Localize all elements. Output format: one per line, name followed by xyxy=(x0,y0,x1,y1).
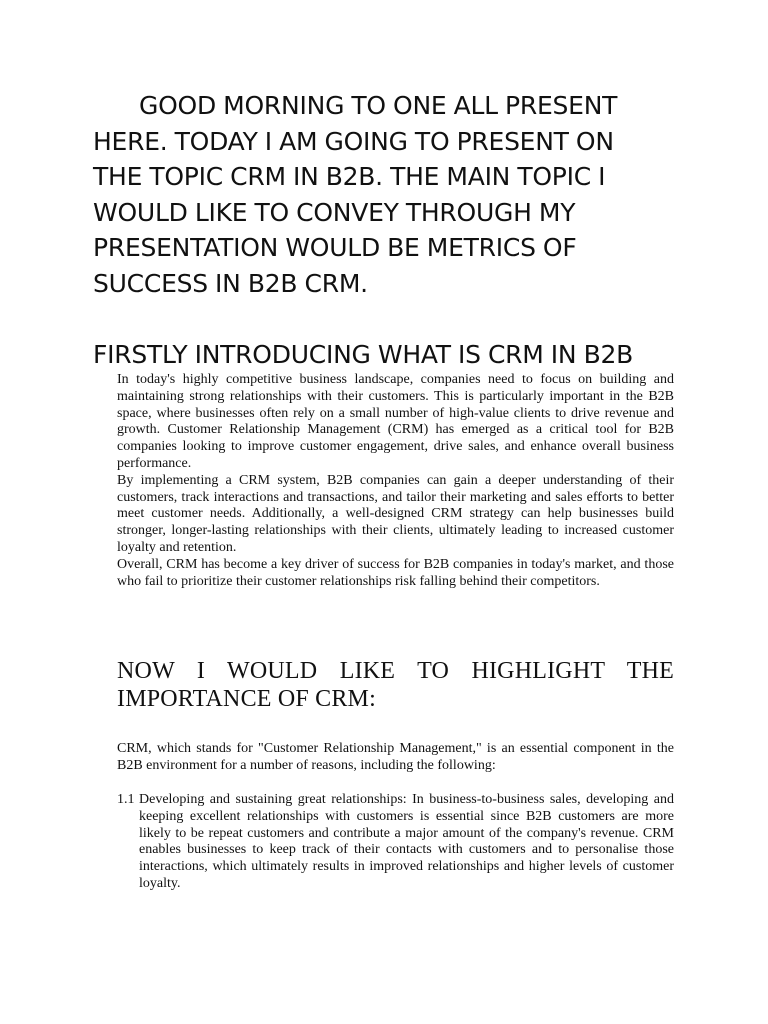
intro-paragraph: GOOD MORNING TO ONE ALL PRESENT HERE. TODAY I AM GOING TO PRESENT ON THE TOPIC CRM IN B2B. THE MAIN TOPIC I WOULD LIKE TO CONVEY THROUGH MY PRESENTATION WOULD BE METRICS OF SUCCESS IN B2B CRM. xyxy=(93,91,618,298)
list-item xyxy=(117,792,674,893)
importance-intro-paragraph: CRM, which stands for "Customer Relationship Management," is an essential component in the B2B environment for a number of reasons, including the following: xyxy=(117,741,674,773)
list-item-number: 1.1 xyxy=(117,792,135,807)
section-heading-what-is-crm: FIRSTLY INTRODUCING WHAT IS CRM IN B2B xyxy=(93,340,634,369)
what-is-crm-body xyxy=(117,372,674,590)
list-item-text: Developing and sustaining great relationships: In business-to-business sales, developing and keeping excellent relationships with customers is essential since B2B customers are more likely to be repeat customers and contribute a major amount of the company's revenue. CRM enables businesses to keep track of their contacts with customers and to personalise those interactions, which ultimately results in improved relationships and higher levels of customer loyalty. xyxy=(139,792,674,891)
body-paragraph: By implementing a CRM system, B2B companies can gain a deeper understanding of their customers, track interactions and transactions, and tailor their marketing and sales efforts to better meet customer needs. Additionally, a well-designed CRM strategy can help businesses build stronger, longer-lasting relationships with their clients, ultimately leading to increased customer loyalty and retention. xyxy=(117,472,674,555)
section-heading-importance-of-crm: NOW I WOULD LIKE TO HIGHLIGHT THE IMPORTANCE OF CRM: xyxy=(117,658,674,712)
body-paragraph: Overall, CRM has become a key driver of success for B2B companies in today's market, and those who fail to prioritize their customer relationships risk falling behind their competitors. xyxy=(117,556,674,589)
body-paragraph: In today's highly competitive business landscape, companies need to focus on building and maintaining strong relationships with their customers. This is particularly important in the B2B space, where businesses often rely on a small number of high-value clients to drive revenue and growth. Customer Relationship Management (CRM) has emerged as a critical tool for B2B companies looking to improve customer engagement, drive sales, and enhance overall business performance. xyxy=(117,372,674,471)
